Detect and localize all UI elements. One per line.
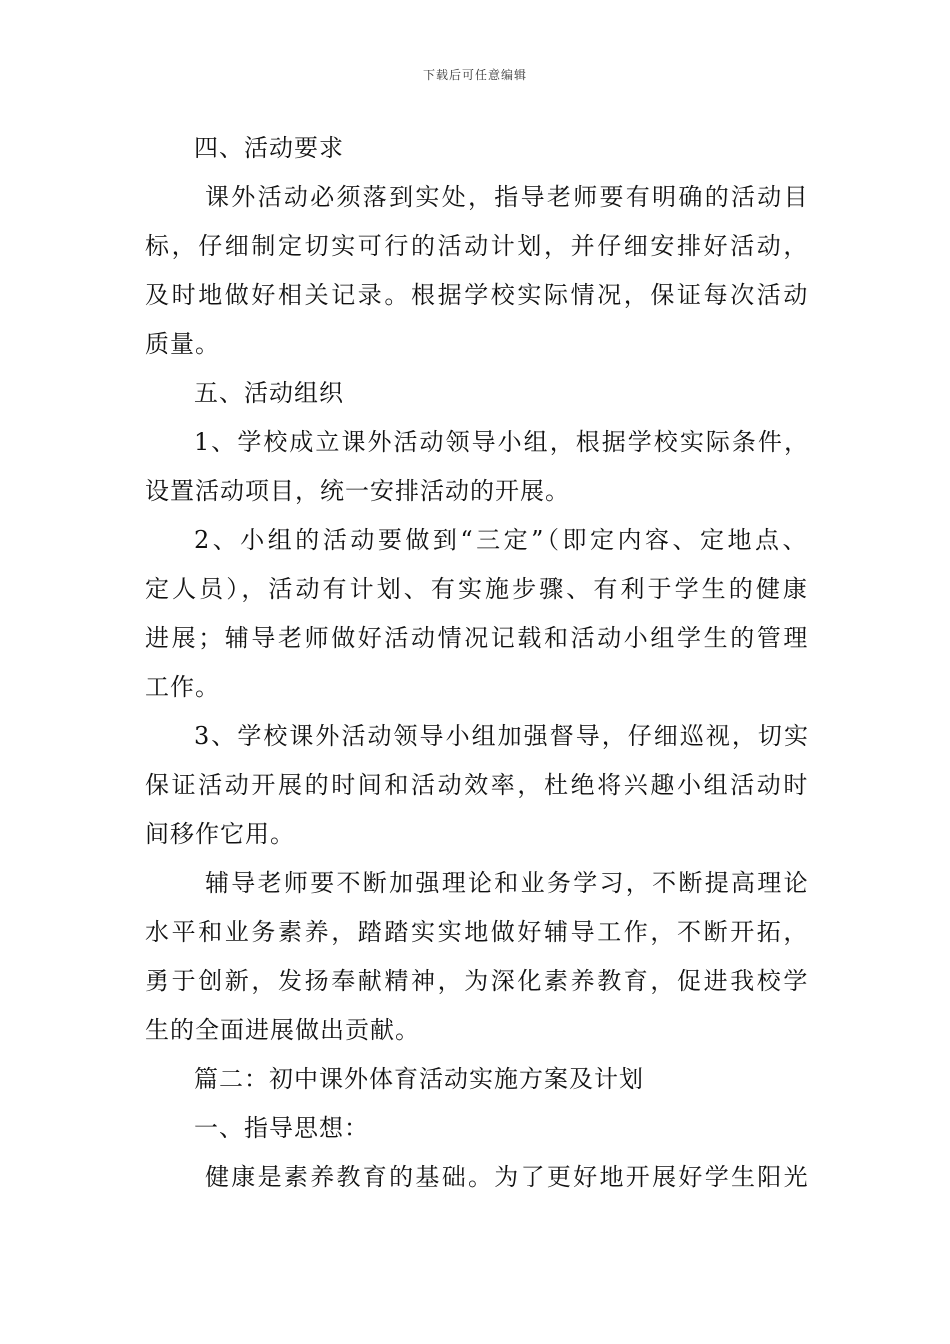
section-heading — [145, 1055, 810, 1104]
paragraph-line: 保证活动开展的时间和活动效率，杜绝将兴趣小组活动时 — [145, 771, 810, 799]
paragraph — [145, 712, 810, 859]
paragraph — [145, 859, 810, 1055]
paragraph-line: 水平和业务素养，踏踏实实地做好辅导工作，不断开拓， — [145, 918, 810, 946]
section-heading — [145, 369, 810, 418]
paragraph — [145, 418, 810, 516]
paragraph-line: 辅导老师要不断加强理论和业务学习，不断提高理论 — [205, 869, 810, 897]
paragraph-line: 1、学校成立课外活动领导小组，根据学校实际条件， — [194, 428, 810, 456]
paragraph-line: 2、小组的活动要做到“三定”（即定内容、定地点、 — [194, 526, 811, 554]
heading-text: 篇二：初中课外体育活动实施方案及计划 — [194, 1065, 644, 1093]
paragraph-line: 进展；辅导老师做好活动情况记载和活动小组学生的管理 — [145, 624, 810, 652]
paragraph-line: 设置活动项目，统一安排活动的开展。 — [145, 477, 570, 505]
paragraph — [145, 516, 810, 712]
paragraph-line: 健康是素养教育的基础。为了更好地开展好学生阳光 — [205, 1163, 810, 1191]
paragraph — [145, 1153, 810, 1202]
paragraph-line: 课外活动必须落到实处，指导老师要有明确的活动目 — [205, 183, 810, 211]
document-body — [145, 124, 810, 1202]
paragraph-line: 及时地做好相关记录。根据学校实际情况，保证每次活动 — [145, 281, 810, 309]
paragraph-line: 标，仔细制定切实可行的活动计划，并仔细安排好活动， — [145, 232, 810, 260]
section-heading — [145, 124, 810, 173]
paragraph — [145, 173, 810, 369]
paragraph-line: 生的全面进展做出贡献。 — [145, 1016, 420, 1044]
page-header: 下载后可任意编辑 — [422, 68, 527, 82]
section-heading — [145, 1104, 810, 1153]
paragraph-line: 3、学校课外活动领导小组加强督导，仔细巡视，切实 — [194, 722, 810, 750]
paragraph-line: 勇于创新，发扬奉献精神，为深化素养教育，促进我校学 — [145, 967, 810, 995]
heading-text: 五、活动组织 — [194, 379, 344, 407]
paragraph-line: 工作。 — [145, 673, 220, 701]
paragraph-line: 间移作它用。 — [145, 820, 295, 848]
heading-text: 四、活动要求 — [194, 134, 344, 162]
paragraph-line: 定人员），活动有计划、有实施步骤、有利于学生的健康 — [145, 575, 810, 603]
heading-text: 一、指导思想： — [194, 1114, 369, 1142]
paragraph-line: 质量。 — [145, 330, 220, 358]
